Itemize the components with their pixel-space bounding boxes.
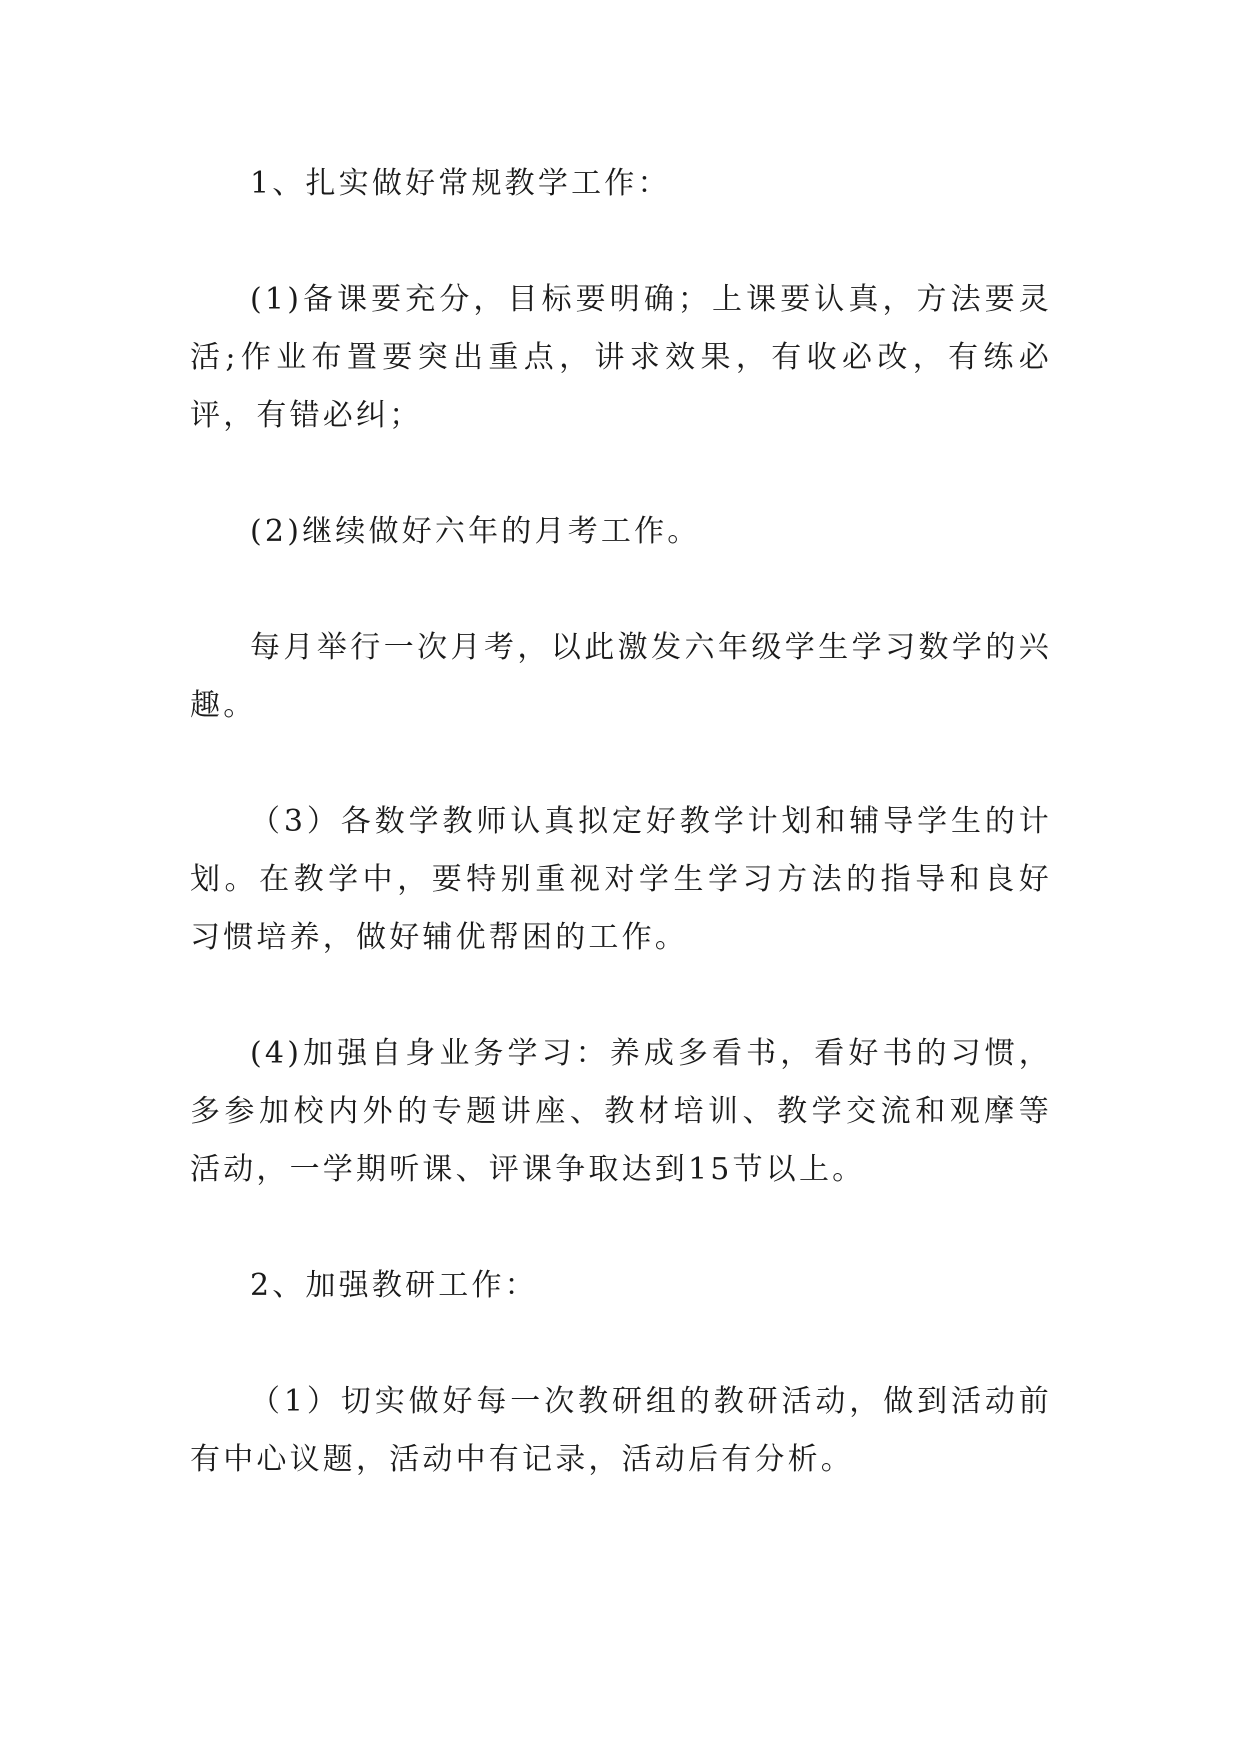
- heading-teaching-research: 2、加强教研工作：: [250, 1268, 538, 1303]
- item-lesson-preparation: (1)备课要充分，目标要明确；上课要认真，方法要灵活;作业布置要突出重点，讲求效果，有收必改，有练必评，有错必纠；: [190, 282, 1052, 433]
- document-body: [190, 155, 1052, 1489]
- monthly-exam-detail: 每月举行一次月考，以此激发六年级学生学习数学的兴趣。: [190, 630, 1052, 723]
- heading-routine-teaching: 1、扎实做好常规教学工作：: [250, 166, 671, 201]
- item-teaching-plan: （3）各数学教师认真拟定好教学计划和辅导学生的计划。在教学中，要特别重视对学生学习方法的指导和良好习惯培养，做好辅优帮困的工作。: [190, 804, 1052, 955]
- item-self-study: (4)加强自身业务学习：养成多看书，看好书的习惯，多参加校内外的专题讲座、教材培训、教学交流和观摩等活动，一学期听课、评课争取达到15节以上。: [190, 1036, 1052, 1187]
- item-monthly-exam: (2)继续做好六年的月考工作。: [250, 514, 701, 549]
- item-research-activity: （1）切实做好每一次教研组的教研活动，做到活动前有中心议题，活动中有记录，活动后有分析。: [190, 1384, 1052, 1477]
